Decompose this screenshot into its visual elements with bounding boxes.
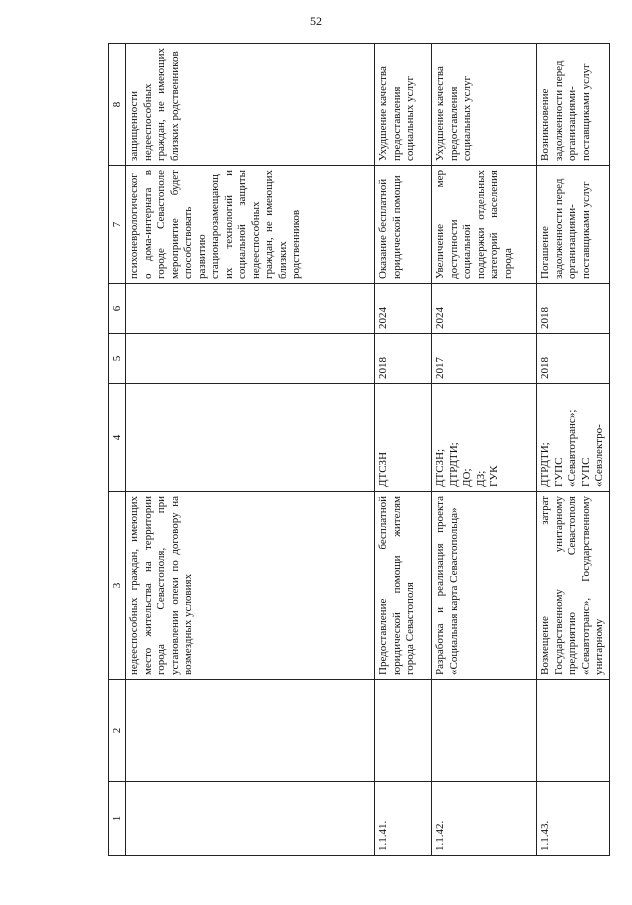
header-cell: 6 — [109, 284, 126, 334]
table-header-row — [109, 44, 126, 856]
measure-name-cell: Разработка и реализация проекта «Социальная карта Севастопольца» — [432, 492, 537, 680]
expected-result-cell: Оказание бесплатной юридической помощи — [375, 166, 432, 284]
executor-cell: ДТСЗН — [375, 384, 432, 492]
header-cell: 8 — [109, 44, 126, 166]
header-cell: 2 — [109, 680, 126, 782]
header-cell: 5 — [109, 334, 126, 384]
header-cell: 3 — [109, 492, 126, 680]
table-row — [432, 44, 537, 856]
header-cell: 4 — [109, 384, 126, 492]
end-year-cell: 2024 — [432, 284, 537, 334]
empty-cell — [432, 680, 537, 782]
header-cell: 7 — [109, 166, 126, 284]
measure-name-cell: недееспособных граждан, имеющих место жительства на территории города Севастополя, при установлении опеки по договору на возмездных условиях — [126, 492, 375, 680]
row-number-cell: 1.1.43. — [537, 782, 610, 856]
program-measures-table — [108, 43, 610, 856]
start-year-cell — [126, 334, 375, 384]
consequence-cell: Ухудшение качества предоставления социальных услуг — [375, 44, 432, 166]
row-number-cell: 1.1.42. — [432, 782, 537, 856]
rotated-table-container — [108, 44, 605, 856]
end-year-cell: 2024 — [375, 284, 432, 334]
consequence-cell: Ухудшение качества предоставления социальных услуг — [432, 44, 537, 166]
table-row — [375, 44, 432, 856]
end-year-cell: 2018 — [537, 284, 610, 334]
consequence-cell: защищенности недееспособных граждан, не имеющих близких родственников — [126, 44, 375, 166]
empty-cell — [126, 680, 375, 782]
table-row — [126, 44, 375, 856]
consequence-cell: Возникновение задолженности перед организациями-поставщиками услуг — [537, 44, 610, 166]
start-year-cell: 2018 — [375, 334, 432, 384]
measure-name-cell: Возмещение затрат Государственному унитарному предприятию Севастополя «Севавтотранс», Государственному унитарному — [537, 492, 610, 680]
measure-name-cell: Предоставление бесплатной юридической помощи жителям города Севастополя — [375, 492, 432, 680]
expected-result-cell: психоневрологического дома-интерната в городе Севастополе мероприятие будет способствовать развитию стационарозамещающих технологий и социальной защиты недееспособных граждан, не имеющих близких родственников — [126, 166, 375, 284]
expected-result-cell: Погашение задолженности перед организациями-поставщиками услуг — [537, 166, 610, 284]
expected-result-cell: Увеличение мер доступности социальной поддержки отдельных категорий населения города — [432, 166, 537, 284]
row-number-cell — [126, 782, 375, 856]
row-number-cell: 1.1.41. — [375, 782, 432, 856]
start-year-cell: 2017 — [432, 334, 537, 384]
executor-cell: ДТРДТИ; ГУПС «Севавтотранс»; ГУПС «Севэлектро- — [537, 384, 610, 492]
empty-cell — [537, 680, 610, 782]
page-number: 52 — [310, 14, 322, 28]
executor-cell — [126, 384, 375, 492]
table-row — [537, 44, 610, 856]
end-year-cell — [126, 284, 375, 334]
executor-cell: ДТСЗН; ДТРДТИ; ДО; ДЗ; ГУК — [432, 384, 537, 492]
start-year-cell: 2018 — [537, 334, 610, 384]
header-cell: 1 — [109, 782, 126, 856]
empty-cell — [375, 680, 432, 782]
